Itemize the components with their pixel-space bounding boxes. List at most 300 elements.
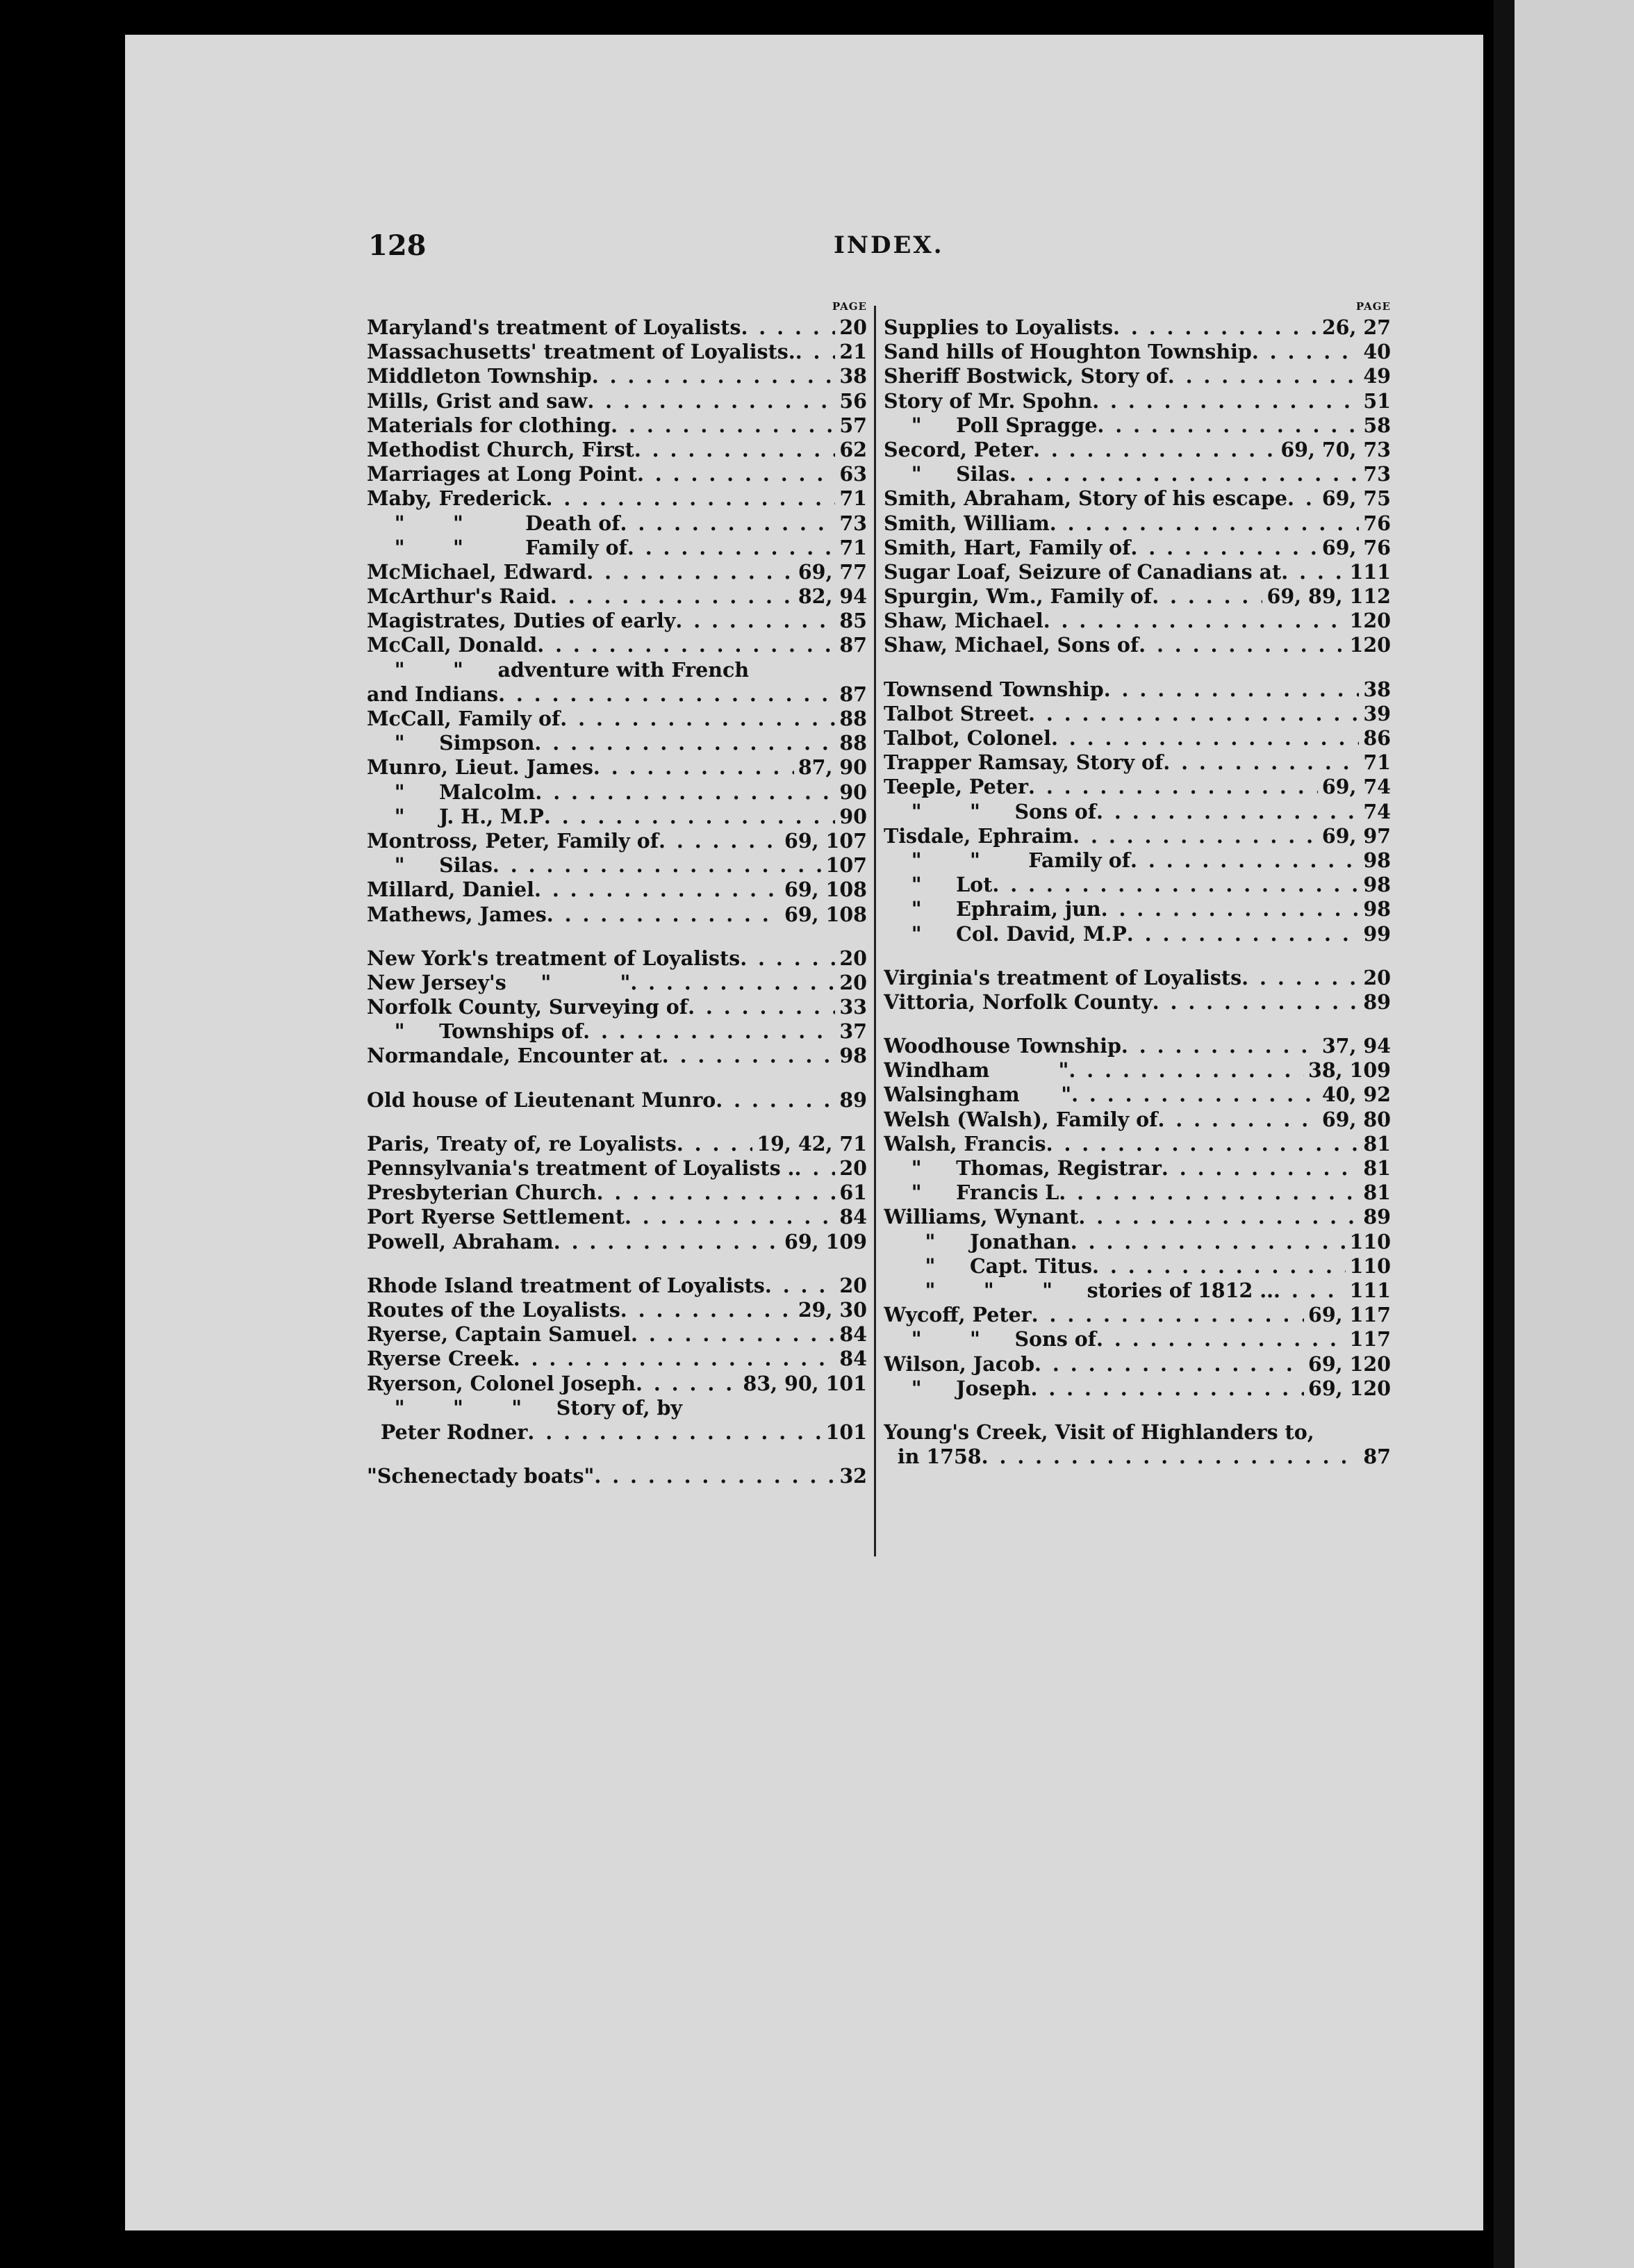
dot-leader (625, 1205, 835, 1229)
index-entry (367, 780, 867, 805)
entry-text: Magistrates, Duties of early (367, 609, 676, 633)
section-gap (884, 658, 1391, 677)
entry-pages: 51 (1363, 388, 1391, 413)
entry-text: " " Sons of (884, 1327, 1096, 1351)
index-entry (884, 1083, 1391, 1107)
entry-text: Townsend Township (884, 677, 1104, 701)
dot-leader (1130, 848, 1359, 873)
index-entry (367, 1205, 867, 1229)
entry-text: Welsh (Walsh), Family of (884, 1107, 1158, 1131)
dot-leader (1043, 609, 1346, 633)
entry-text: Shaw, Michael, Sons of (884, 633, 1139, 657)
index-entry (367, 995, 867, 1019)
index-entry (884, 848, 1391, 873)
entry-pages: 38 (839, 364, 867, 388)
entry-pages: 38, 109 (1308, 1058, 1391, 1083)
dot-leader (594, 1464, 835, 1488)
index-entry (367, 364, 867, 388)
entry-pages: 69, 107 (784, 828, 867, 853)
dot-leader (547, 903, 780, 927)
index-entry (884, 1156, 1391, 1181)
entry-text: Middleton Township (367, 364, 592, 388)
section-gap (884, 946, 1391, 966)
section-gap (884, 1014, 1391, 1034)
dot-leader (513, 1347, 836, 1371)
entry-pages: 98 (1363, 848, 1391, 872)
index-entry (367, 1019, 867, 1044)
index-entry (884, 1279, 1391, 1303)
entry-text: Sheriff Bostwick, Story of (884, 364, 1168, 388)
entry-pages: 90 (839, 804, 867, 828)
entry-pages: 69, 70, 73 (1280, 437, 1391, 461)
entry-text: New York's treatment of Loyalists (367, 946, 741, 970)
dot-leader (493, 853, 822, 878)
entry-text: McMichael, Edward (367, 559, 587, 584)
entry-pages: 81 (1363, 1131, 1391, 1156)
entry-pages: 111 (1349, 559, 1391, 584)
index-entry (884, 966, 1391, 990)
entry-text: " Townships of (367, 1019, 584, 1044)
dot-leader (982, 1445, 1360, 1469)
entry-pages: 107 (825, 853, 867, 878)
entry-pages: 58 (1363, 413, 1391, 437)
entry-pages: 120 (1349, 633, 1391, 657)
entry-pages: 69, 109 (784, 1229, 867, 1254)
dot-leader (1168, 364, 1360, 388)
entry-pages: 69, 75 (1321, 486, 1391, 511)
index-entry (884, 800, 1391, 824)
section-gap (367, 1254, 867, 1274)
entry-text: Marriages at Long Point (367, 462, 637, 486)
index-entry (367, 1044, 867, 1068)
index-entry (884, 1205, 1391, 1229)
entry-pages: 87 (839, 633, 867, 657)
entry-pages: 69, 77 (798, 559, 867, 584)
dot-leader (1051, 726, 1359, 750)
entry-pages: 83, 90, 101 (743, 1371, 867, 1395)
index-entry (884, 1230, 1391, 1254)
entry-pages: 85 (839, 609, 867, 633)
entry-pages: 98 (1363, 897, 1391, 921)
entry-text: Sugar Loaf, Seizure of Canadians at (884, 559, 1282, 584)
dot-leader (1113, 315, 1318, 340)
dot-leader (741, 315, 835, 340)
index-entries-left (367, 315, 867, 1488)
dot-leader (1241, 966, 1359, 990)
entry-text: Secord, Peter (884, 437, 1033, 461)
entry-text: Powell, Abraham (367, 1229, 554, 1254)
entry-pages: 63 (839, 462, 867, 486)
entry-text: Ryerse, Captain Samuel (367, 1322, 631, 1347)
entry-text: Virginia's treatment of Loyalists (884, 965, 1242, 989)
dot-leader (677, 1132, 753, 1156)
entry-text: " " Sons of (884, 799, 1096, 823)
entry-text: " Capt. Titus (884, 1254, 1093, 1278)
index-entry (367, 584, 867, 609)
dot-leader (560, 707, 835, 731)
entry-pages: 73 (1363, 462, 1391, 486)
index-entry (884, 486, 1391, 511)
dot-leader (1273, 1279, 1345, 1303)
entry-pages: 88 (839, 707, 867, 730)
entry-text: Normandale, Encounter at (367, 1044, 662, 1068)
page-column-label: PAGE (832, 300, 867, 313)
dot-leader (1028, 702, 1359, 726)
entry-text: Port Ryerse Settlement (367, 1205, 625, 1229)
entry-pages: 37, 94 (1321, 1034, 1391, 1058)
index-entry (884, 1132, 1391, 1156)
index-entry (367, 462, 867, 486)
index-entry (884, 1254, 1391, 1279)
dot-leader (544, 805, 835, 829)
entry-pages: 110 (1349, 1229, 1391, 1254)
entry-pages: 87 (839, 682, 867, 706)
entry-pages: 87, 90 (798, 755, 867, 780)
index-entry (367, 853, 867, 878)
entry-pages: 89 (1363, 989, 1391, 1014)
index-entry (884, 315, 1391, 340)
dot-leader (740, 946, 835, 971)
entry-pages: 90 (839, 780, 867, 804)
dot-leader (535, 780, 835, 805)
index-entry (884, 1352, 1391, 1377)
entry-text: Methodist Church, First (367, 437, 634, 461)
entry-text: Spurgin, Wm., Family of (884, 584, 1153, 609)
index-entry (367, 1298, 867, 1322)
facing-page-edge (1515, 0, 1634, 2268)
index-entry (884, 726, 1391, 750)
entry-pages: 74 (1363, 799, 1391, 823)
index-entry (884, 511, 1391, 536)
dot-leader (1028, 775, 1318, 799)
entry-text: Maryland's treatment of Loyalists (367, 315, 741, 339)
entry-pages: 101 (825, 1420, 867, 1444)
dot-leader (1071, 1083, 1318, 1107)
entry-pages: 32 (839, 1464, 867, 1488)
dot-leader (1050, 511, 1360, 536)
index-entry (884, 364, 1391, 388)
index-entry (884, 702, 1391, 726)
index-entry (367, 486, 867, 511)
entry-text: Mathews, James (367, 902, 547, 926)
page-title: INDEX. (834, 231, 944, 259)
entry-text: Story of Mr. Spohn (884, 388, 1093, 413)
index-entry (367, 536, 867, 560)
index-entry (367, 438, 867, 462)
entry-text: Williams, Wynant (884, 1205, 1079, 1229)
entry-text: Trapper Ramsay, Story of (884, 750, 1164, 775)
entry-pages: 120 (1349, 609, 1391, 633)
entry-text: Norfolk County, Surveying of (367, 995, 688, 1019)
index-entry (884, 824, 1391, 848)
dot-leader (1157, 1108, 1317, 1132)
index-entry (884, 438, 1391, 462)
section-gap (884, 1401, 1391, 1420)
entry-pages: 81 (1363, 1181, 1391, 1205)
entry-text: Peter Rodner (367, 1420, 528, 1444)
entry-pages: 56 (839, 388, 867, 413)
index-entry (884, 389, 1391, 413)
dot-leader (794, 1156, 835, 1181)
entry-text: " " adventure with French (367, 657, 750, 682)
dot-leader (1009, 462, 1359, 486)
entry-pages: 69, 89, 112 (1266, 584, 1391, 609)
page-column-label: PAGE (1355, 300, 1391, 313)
entry-text: Smith, Abraham, Story of his escape (884, 486, 1288, 511)
dot-leader (597, 1181, 836, 1205)
dot-leader (627, 536, 835, 560)
dot-leader (1139, 633, 1345, 657)
dot-leader (1162, 1156, 1359, 1181)
dot-leader (634, 438, 836, 462)
entry-text: " Jonathan (884, 1229, 1071, 1254)
index-entry (367, 560, 867, 584)
index-entry (884, 462, 1391, 486)
index-entry (367, 1464, 867, 1488)
dot-leader (637, 462, 835, 486)
entry-pages: 38 (1363, 677, 1391, 701)
index-entry (884, 990, 1391, 1014)
index-entry (367, 389, 867, 413)
entry-text: " Poll Spragge (884, 413, 1098, 437)
entry-pages: 69, 97 (1321, 823, 1391, 848)
entry-pages: 71 (839, 486, 867, 511)
entry-text: McArthur's Raid (367, 584, 550, 609)
entry-text: Massachusetts' treatment of Loyalists. (367, 340, 795, 364)
dot-leader (1130, 536, 1317, 560)
entry-pages: 20 (839, 946, 867, 970)
entry-pages (1387, 1420, 1391, 1445)
entry-pages: 61 (839, 1181, 867, 1205)
dot-leader (1032, 1303, 1304, 1327)
entry-pages (863, 1396, 867, 1420)
index-entry (884, 1108, 1391, 1132)
entry-text: Vittoria, Norfolk County (884, 989, 1153, 1014)
index-entry (884, 536, 1391, 560)
dot-leader (1096, 1327, 1346, 1351)
dot-leader (1071, 1230, 1346, 1254)
entry-text: Talbot, Colonel (884, 726, 1051, 750)
section-gap (367, 1445, 867, 1464)
entry-pages: 69, 117 (1308, 1303, 1391, 1327)
entry-text: Windham " (884, 1058, 1069, 1083)
dot-leader (1096, 800, 1359, 824)
dot-leader (1281, 560, 1345, 584)
entry-pages: 84 (839, 1322, 867, 1347)
index-entry (367, 903, 867, 927)
entry-pages: 40, 92 (1321, 1083, 1391, 1107)
index-entry (367, 1156, 867, 1181)
index-entry (884, 1034, 1391, 1058)
entry-text: McCall, Family of (367, 707, 561, 730)
index-entry (367, 511, 867, 536)
entry-text: " Col. David, M.P (884, 921, 1127, 946)
entry-pages: 69, 74 (1321, 775, 1391, 799)
index-column-right (884, 300, 1391, 1469)
index-entry (884, 1181, 1391, 1205)
entry-pages: 111 (1349, 1278, 1391, 1302)
entry-pages: 71 (1363, 750, 1391, 775)
entry-text: " Ephraim, jun (884, 897, 1101, 921)
section-gap (367, 1112, 867, 1132)
index-entry (884, 775, 1391, 799)
dot-leader (593, 755, 794, 780)
dot-leader (1153, 990, 1360, 1014)
index-entry (367, 413, 867, 438)
index-entry (367, 1396, 867, 1420)
entry-pages: 40 (1363, 340, 1391, 364)
entry-pages: 87 (1363, 1445, 1391, 1469)
entry-text: " Joseph (884, 1376, 1031, 1400)
entry-pages: 57 (839, 413, 867, 437)
index-entry (884, 609, 1391, 633)
dot-leader (1101, 897, 1360, 921)
dot-leader (659, 829, 780, 853)
entry-pages: 117 (1349, 1327, 1391, 1351)
index-entry (367, 609, 867, 633)
entry-text: Montross, Peter, Family of (367, 828, 659, 853)
dot-leader (583, 1019, 835, 1044)
entry-pages: 89 (1363, 1205, 1391, 1229)
dot-leader (1104, 677, 1360, 702)
index-entry (884, 633, 1391, 657)
entry-text: " Malcolm (367, 780, 536, 804)
entry-pages: 99 (1363, 921, 1391, 946)
entry-pages: 49 (1363, 364, 1391, 388)
dot-leader (611, 413, 835, 438)
dot-leader (675, 609, 835, 633)
index-entries-right (884, 315, 1391, 1469)
dot-leader (1152, 584, 1262, 609)
dot-leader (1097, 413, 1359, 438)
index-entry (884, 750, 1391, 775)
entry-text: " " Family of (367, 535, 627, 559)
dot-leader (620, 511, 836, 536)
entry-pages: 37 (839, 1019, 867, 1044)
entry-pages: 69, 108 (784, 878, 867, 902)
entry-text: " J. H., M.P (367, 804, 544, 828)
index-entry (367, 805, 867, 829)
index-entry (884, 340, 1391, 364)
dot-leader (586, 560, 794, 584)
entry-pages: 81 (1363, 1156, 1391, 1180)
dot-leader (498, 682, 835, 707)
entry-pages: 89 (839, 1087, 867, 1112)
index-entry (884, 677, 1391, 702)
index-entry (367, 1181, 867, 1205)
entry-pages: 69, 80 (1321, 1107, 1391, 1131)
dot-leader (550, 584, 794, 609)
dot-leader (662, 1044, 836, 1068)
dot-leader (546, 486, 836, 511)
entry-pages (863, 658, 867, 682)
entry-pages: 69, 120 (1308, 1351, 1391, 1376)
index-entry (884, 413, 1391, 438)
index-entry (367, 633, 867, 657)
entry-text: " Silas (884, 462, 1009, 486)
index-entry (367, 1347, 867, 1371)
dot-leader (631, 1322, 835, 1347)
dot-leader (1078, 1205, 1359, 1229)
entry-text: " Lot (884, 873, 993, 897)
entry-text: Sand hills of Houghton Township (884, 340, 1252, 364)
dot-leader (592, 364, 836, 388)
index-entry (884, 1058, 1391, 1083)
index-entry (367, 1322, 867, 1347)
index-entry (367, 658, 867, 682)
entry-text: " Silas (367, 853, 493, 878)
entry-text: Tisdale, Ephraim (884, 823, 1073, 848)
entry-pages: 69, 76 (1321, 535, 1391, 559)
entry-text: Woodhouse Township (884, 1034, 1121, 1058)
dot-leader (620, 1298, 794, 1322)
entry-text: " Simpson (367, 731, 535, 755)
entry-pages: 86 (1363, 726, 1391, 750)
entry-pages: 62 (839, 437, 867, 461)
entry-pages: 20 (839, 315, 867, 339)
dot-leader (1068, 1058, 1304, 1083)
entry-text: " Francis L (884, 1181, 1059, 1205)
entry-pages: 33 (839, 995, 867, 1019)
entry-text: Smith, William (884, 511, 1050, 535)
dot-leader (534, 731, 835, 755)
entry-text: " " Family of (884, 848, 1130, 872)
index-entry (884, 1420, 1391, 1445)
entry-text: Mills, Grist and saw (367, 388, 588, 413)
index-entry (367, 971, 867, 995)
index-entry (884, 1445, 1391, 1469)
dot-leader (1059, 1181, 1359, 1205)
dot-leader (636, 1372, 739, 1396)
entry-pages: 26, 27 (1321, 315, 1391, 339)
dot-leader (1092, 389, 1359, 413)
entry-pages: 84 (839, 1205, 867, 1229)
entry-pages: 69, 120 (1308, 1376, 1391, 1400)
index-entry (367, 1230, 867, 1254)
entry-text: New Jersey's " " (367, 970, 631, 994)
dot-leader (1287, 486, 1318, 511)
entry-text: Routes of the Loyalists (367, 1297, 620, 1322)
index-entry (884, 873, 1391, 897)
entry-pages: 29, 30 (798, 1297, 867, 1322)
index-entry (367, 682, 867, 707)
dot-leader (992, 873, 1359, 897)
entry-pages: 69, 108 (784, 902, 867, 926)
entry-pages: 20 (839, 1273, 867, 1297)
dot-leader (1033, 438, 1276, 462)
entry-text: Munro, Lieut. James (367, 755, 593, 780)
section-gap (367, 927, 867, 946)
entry-pages: 82, 94 (798, 584, 867, 609)
entry-text: Rhode Island treatment of Loyalists (367, 1273, 765, 1297)
entry-pages: 76 (1363, 511, 1391, 535)
dot-leader (1121, 1034, 1318, 1058)
page-number: 128 (368, 229, 427, 262)
index-entry (884, 897, 1391, 921)
entry-text: Wilson, Jacob (884, 1351, 1035, 1376)
index-entry (367, 315, 867, 340)
entry-text: Young's Creek, Visit of Highlanders to, (884, 1420, 1314, 1444)
entry-pages: 84 (839, 1347, 867, 1371)
index-entry (367, 731, 867, 755)
dot-leader (587, 389, 835, 413)
dot-leader (688, 995, 835, 1019)
entry-pages: 98 (1363, 873, 1391, 897)
index-entry (367, 946, 867, 971)
dot-leader (527, 1420, 821, 1445)
column-divider (874, 306, 876, 1556)
dot-leader (537, 633, 835, 657)
